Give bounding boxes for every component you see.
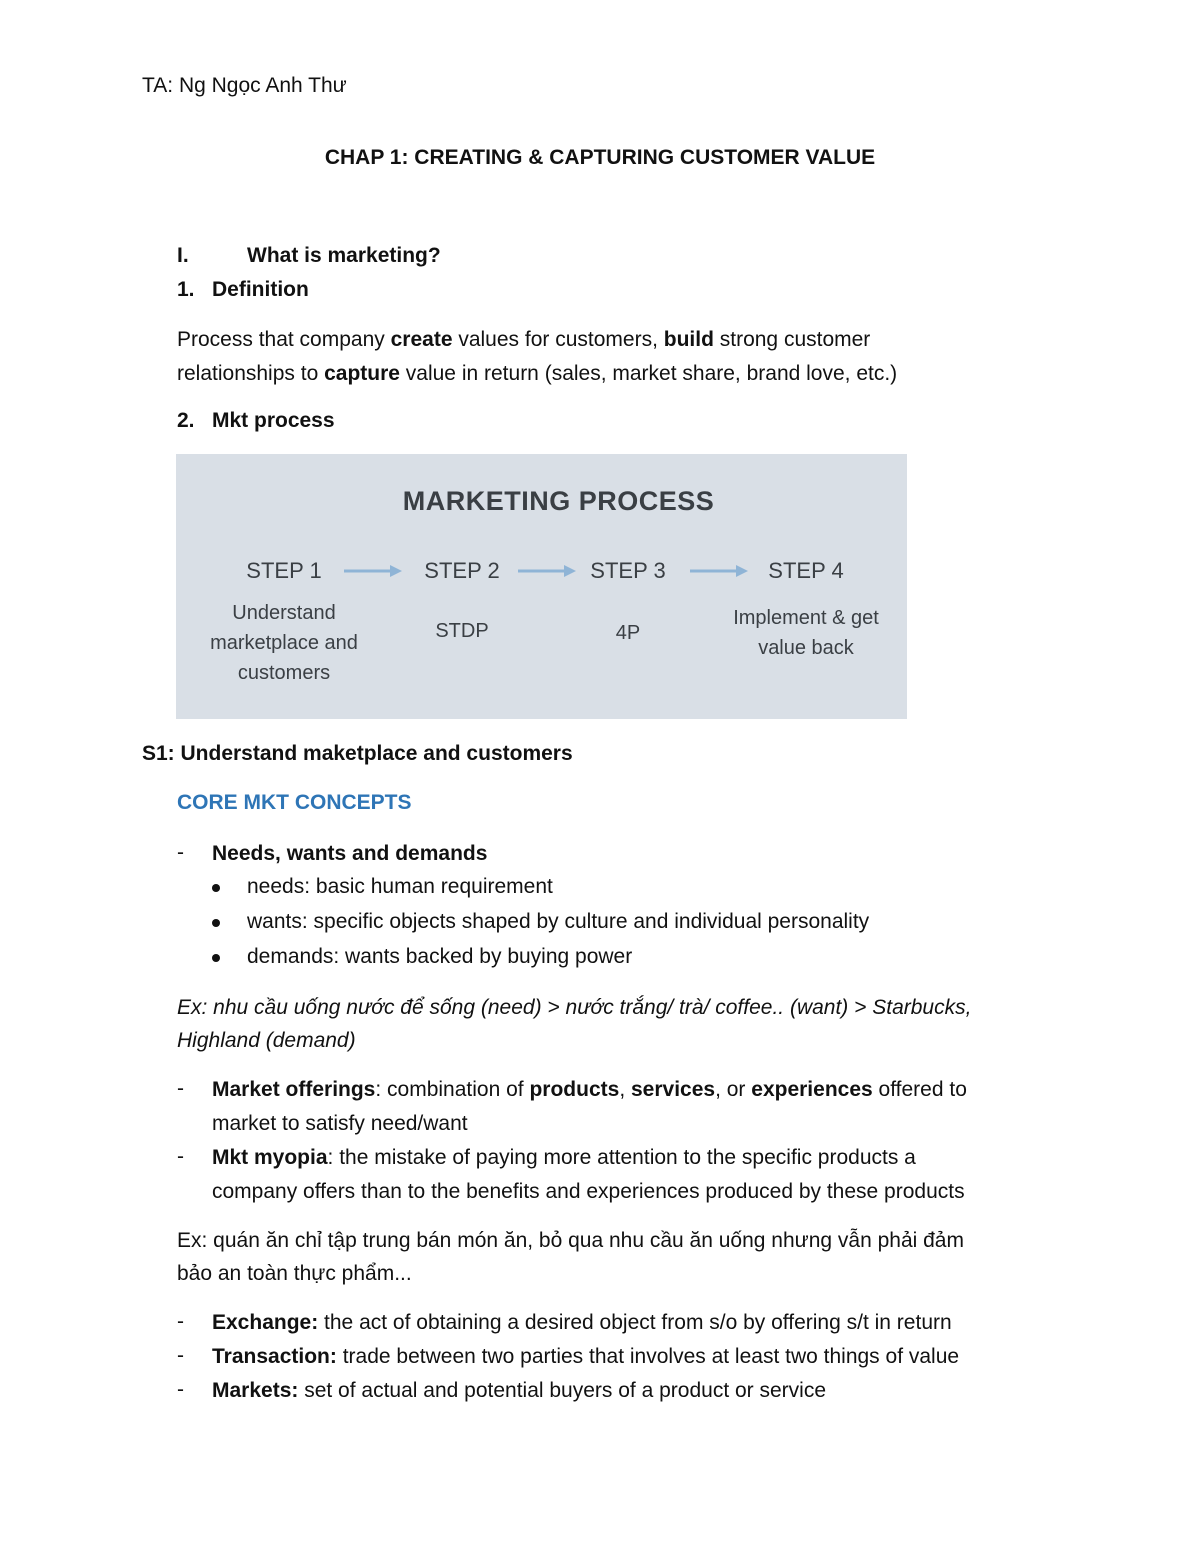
dash-marker: - bbox=[177, 1145, 184, 1168]
process-number: 2. bbox=[177, 409, 195, 432]
marketing-process-figure bbox=[176, 454, 907, 719]
s1-heading: S1: Understand maketplace and customers bbox=[142, 742, 573, 765]
term-exchange: Exchange: the act of obtaining a desired object from s/o by offering s/t in return bbox=[212, 1311, 952, 1334]
definition-heading: Definition bbox=[212, 278, 309, 301]
step-2-label: STEP 2 bbox=[424, 558, 500, 583]
definition-line-2: relationships to capture value in return (sales, market share, brand love, etc.) bbox=[177, 362, 898, 385]
dash-marker: - bbox=[177, 1344, 184, 1367]
step-4-label: STEP 4 bbox=[768, 558, 844, 583]
ta-header: TA: Ng Ngọc Anh Thư bbox=[142, 74, 347, 97]
step-1-desc: Understand marketplace and customers bbox=[210, 602, 358, 684]
process-heading: Mkt process bbox=[212, 409, 335, 432]
core-concepts-heading: CORE MKT CONCEPTS bbox=[177, 791, 412, 814]
step-2-desc: STDP bbox=[435, 620, 489, 642]
offerings-line-2: market to satisfy need/want bbox=[212, 1112, 468, 1135]
section-heading: What is marketing? bbox=[247, 244, 441, 267]
nwd-example-line-1: Ex: nhu cầu uống nước để sống (need) > nước trắng/ trà/ coffee.. (want) > Starbucks, bbox=[177, 996, 972, 1019]
offerings-line-1: Market offerings: combination of products, services, or experiences offered to bbox=[212, 1078, 967, 1101]
bullet-needs: needs: basic human requirement bbox=[247, 875, 553, 898]
step-3-label: STEP 3 bbox=[590, 558, 666, 583]
term-transaction: Transaction: trade between two parties that involves at least two things of value bbox=[212, 1345, 960, 1368]
step-4-desc: Implement & get value back bbox=[733, 607, 879, 659]
section-number: I. bbox=[177, 244, 189, 267]
bullet-wants: wants: specific objects shaped by culture and individual personality bbox=[247, 910, 870, 933]
bullet-icon bbox=[212, 884, 220, 892]
myopia-example-line-1: Ex: quán ăn chỉ tập trung bán món ăn, bỏ qua nhu cầu ăn uống nhưng vẫn phải đảm bbox=[177, 1229, 964, 1252]
definition-line-1: Process that company create values for customers, build strong customer bbox=[177, 328, 871, 351]
dash-marker: - bbox=[177, 841, 184, 864]
nwd-label: Needs, wants and demands bbox=[212, 842, 488, 865]
dash-marker: - bbox=[177, 1310, 184, 1333]
arrow-right-icon bbox=[688, 564, 750, 578]
step-3-desc: 4P bbox=[615, 622, 641, 644]
bullet-icon bbox=[212, 954, 220, 962]
myopia-line-1: Mkt myopia: the mistake of paying more attention to the specific products a bbox=[212, 1146, 916, 1169]
nwd-example-line-2: Highland (demand) bbox=[177, 1029, 356, 1052]
step-1-label: STEP 1 bbox=[246, 558, 322, 583]
myopia-example-line-2: bảo an toàn thực phẩm... bbox=[177, 1262, 412, 1285]
figure-title: MARKETING PROCESS bbox=[402, 486, 715, 516]
arrow-right-icon bbox=[342, 564, 404, 578]
term-markets: Markets: set of actual and potential buyers of a product or service bbox=[212, 1379, 827, 1402]
dash-marker: - bbox=[177, 1077, 184, 1100]
chapter-title: CHAP 1: CREATING & CAPTURING CUSTOMER VALUE bbox=[324, 146, 876, 169]
bullet-demands: demands: wants backed by buying power bbox=[247, 945, 633, 968]
definition-number: 1. bbox=[177, 278, 195, 301]
bullet-icon bbox=[212, 919, 220, 927]
myopia-line-2: company offers than to the benefits and experiences produced by these products bbox=[212, 1180, 965, 1203]
arrow-right-icon bbox=[516, 564, 578, 578]
dash-marker: - bbox=[177, 1378, 184, 1401]
